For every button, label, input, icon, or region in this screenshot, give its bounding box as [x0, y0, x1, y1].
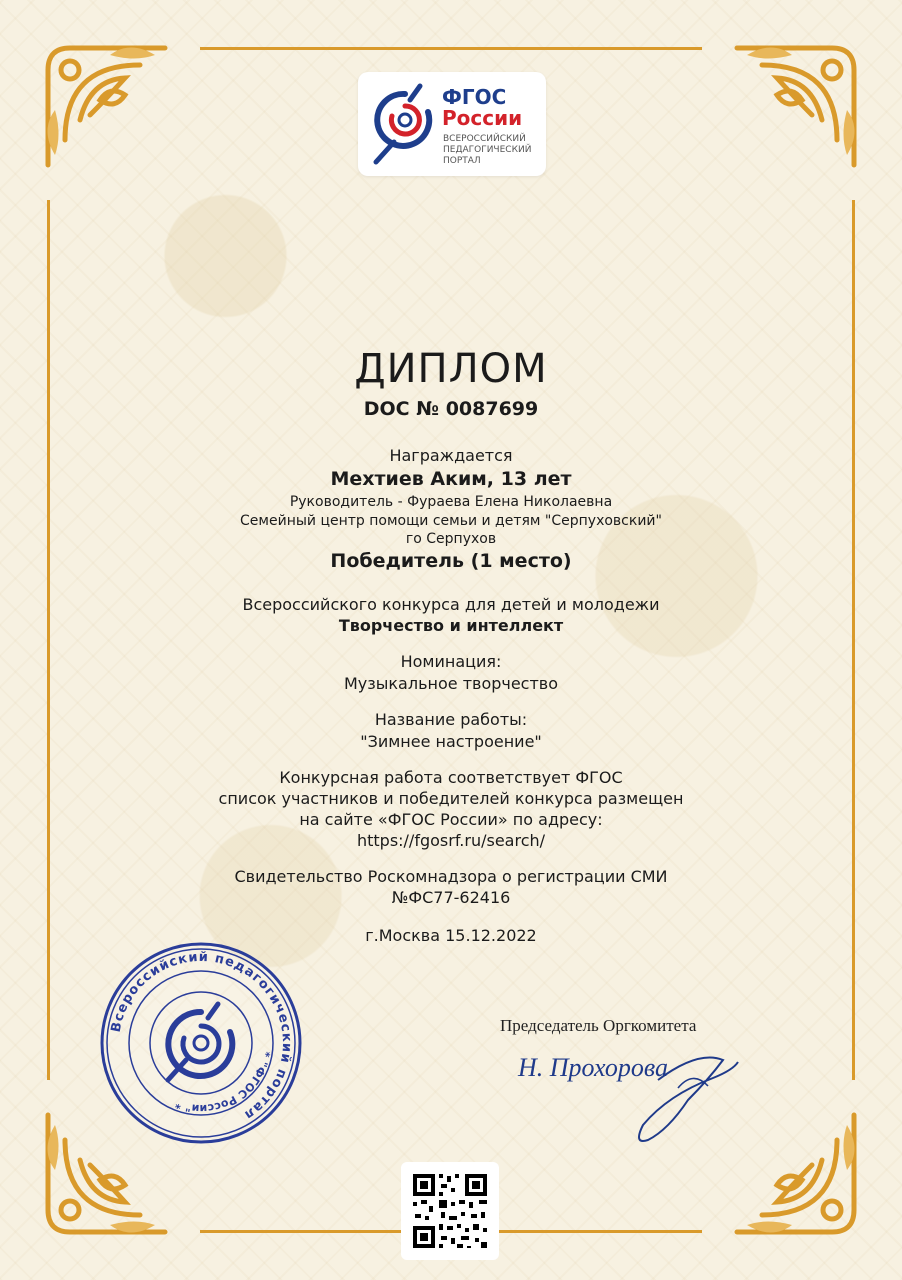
place-result: Победитель (1 место) [330, 550, 572, 572]
search-url[interactable]: https://fgosrf.ru/search/ [356, 831, 546, 850]
seal-inner-text: * "ФГОС России" * [173, 1050, 273, 1116]
nomination-label: Номинация: [400, 652, 502, 671]
fgos-logo-icon [370, 82, 440, 166]
corner-ornament-top-right [722, 30, 872, 180]
contest-name: Творчество и интеллект [338, 616, 564, 635]
frame-right-line [852, 200, 855, 1080]
signature-label: Председатель Оргкомитета [500, 1016, 697, 1035]
city: го Серпухов [405, 531, 497, 547]
compliance-line-2: список участников и победителей конкурса размещен [218, 789, 684, 808]
organization: Семейный центр помощи семьи и детям "Серпуховский" [240, 513, 662, 529]
official-seal [98, 940, 304, 1146]
logo-title-line2: России [442, 106, 523, 130]
awarded-label: Награждается [389, 446, 513, 465]
recipient-name: Мехтиев Аким, 13 лет [330, 468, 572, 490]
work-title: "Зимнее настроение" [360, 732, 542, 751]
seal-outer-text: Всероссийский педагогический портал [108, 949, 295, 1123]
qr-code-icon [401, 1162, 499, 1260]
contest-line: Всероссийского конкурса для детей и молодежи [242, 595, 660, 614]
registration-line-1: Свидетельство Роскомнадзора о регистрации СМИ [234, 867, 668, 886]
diploma-title: ДИПЛОМ [354, 346, 548, 392]
registration-line-2: №ФС77-62416 [391, 888, 511, 907]
qr-code[interactable] [401, 1162, 499, 1260]
corner-ornament-top-left [30, 30, 180, 180]
signature-image [508, 1040, 768, 1150]
supervisor: Руководитель - Фураева Елена Николаевна [289, 494, 613, 510]
frame-left-line [47, 200, 50, 1080]
nomination-value: Музыкальное творчество [343, 674, 559, 693]
signature-name: Н. Прохорова [518, 1053, 669, 1082]
logo-title-line1: ФГОС [442, 85, 507, 109]
logo-subtitle: ВСЕРОССИЙСКИЙ ПЕДАГОГИЧЕСКИЙ ПОРТАЛ [443, 134, 532, 166]
doc-number: DOC № 0087699 [363, 398, 539, 420]
compliance-line-1: Конкурсная работа соответствует ФГОС [279, 768, 623, 787]
fgos-logo [358, 72, 546, 176]
work-label: Название работы: [374, 710, 528, 729]
place-date: г.Москва 15.12.2022 [365, 926, 537, 945]
compliance-line-3: на сайте «ФГОС России» по адресу: [299, 810, 603, 829]
frame-top-line [200, 47, 702, 50]
